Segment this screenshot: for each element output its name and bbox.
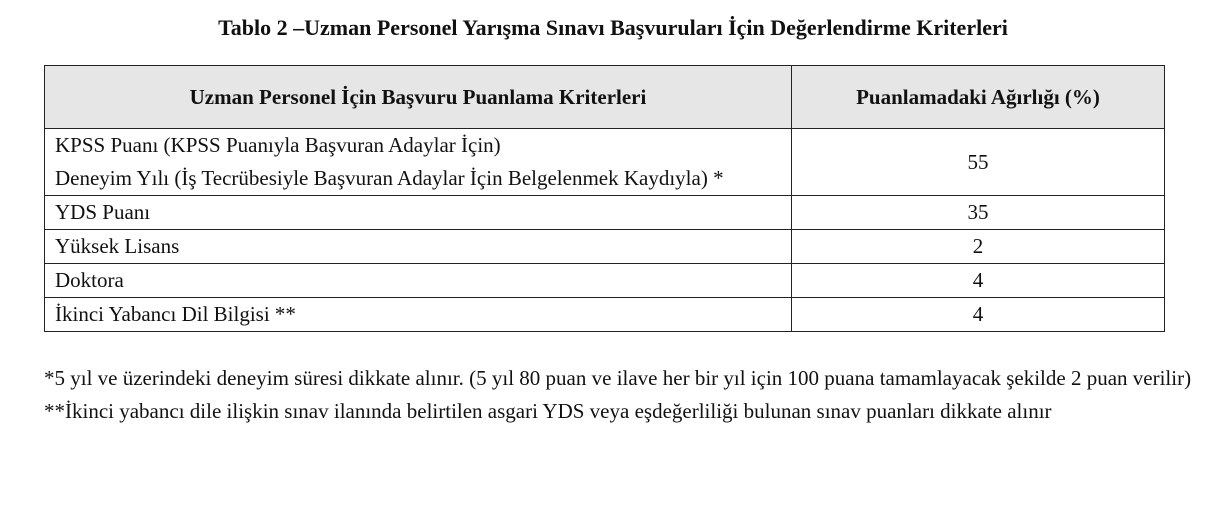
- table-header-row: [45, 66, 1165, 129]
- criterion-doktora: Doktora: [45, 264, 792, 298]
- table-title: Tablo 2 –Uzman Personel Yarışma Sınavı Başvuruları İçin Değerlendirme Kriterleri: [218, 15, 1008, 40]
- table-row: [45, 230, 1165, 264]
- weight-ikinci-dil: 4: [792, 298, 1165, 332]
- criteria-table: [44, 65, 1165, 332]
- header-weight: Puanlamadaki Ağırlığı (%): [792, 66, 1165, 129]
- weight-kpss-deneyim: 55: [792, 129, 1165, 196]
- table-row: [45, 264, 1165, 298]
- weight-yuksek-lisans: 2: [792, 230, 1165, 264]
- criterion-yds: YDS Puanı: [45, 196, 792, 230]
- footnotes: [44, 362, 1194, 428]
- footnote-experience: *5 yıl ve üzerindeki deneyim süresi dikkate alınır. (5 yıl 80 puan ve ilave her bir yıl için 100 puana tamamlayacak şekilde 2 puan verilir): [44, 366, 1192, 390]
- weight-doktora: 4: [792, 264, 1165, 298]
- table-row: [45, 298, 1165, 332]
- weight-yds: 35: [792, 196, 1165, 230]
- table-row: [45, 196, 1165, 230]
- footnote-second-language: **İkinci yabancı dile ilişkin sınav ilanında belirtilen asgari YDS veya eşdeğerliliği bulunan sınav puanları dikkate alınır: [44, 399, 1052, 423]
- criterion-ikinci-dil: İkinci Yabancı Dil Bilgisi **: [45, 298, 792, 332]
- criterion-yuksek-lisans: Yüksek Lisans: [45, 230, 792, 264]
- criterion-deneyim: Deneyim Yılı (İş Tecrübesiyle Başvuran Adaylar İçin Belgelenmek Kaydıyla) *: [45, 162, 792, 196]
- criterion-kpss: KPSS Puanı (KPSS Puanıyla Başvuran Adaylar İçin): [45, 129, 792, 163]
- header-criteria: Uzman Personel İçin Başvuru Puanlama Kriterleri: [45, 66, 792, 129]
- table-row: [45, 129, 1165, 163]
